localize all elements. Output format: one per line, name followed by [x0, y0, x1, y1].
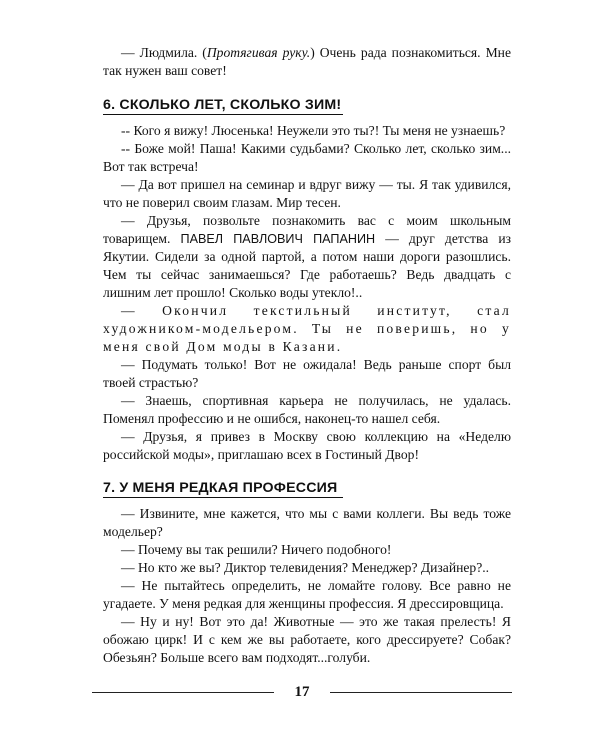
section-6-header [103, 97, 511, 115]
dialogue-line: — Да вот пришел на семинар и вдруг вижу — ты. Я так удивился, что не поверил своим глазам. Мир тесен. [103, 177, 511, 210]
character-name: ПАВЕЛ ПАВЛОВИЧ ПАПАНИН [180, 232, 376, 246]
dialogue-line: — Извините, мне кажется, что мы с вами коллеги. Вы ведь тоже модельер? [103, 506, 511, 539]
book-page [103, 44, 511, 667]
dialogue-line: — Не пытайтесь определить, не ломайте голову. Все равно не угадаете. У меня редкая для женщины профессия. Я дрессировщица. [103, 578, 511, 611]
dialogue-line: — Почему вы так решили? Ничего подобного! [121, 542, 392, 557]
intro-text-end: ) Очень рада познакомиться. Мне так нужен ваш совет! [103, 45, 511, 78]
dialogue-line: -- Боже мой! Паша! Какими судьбами? Сколько лет, сколько зим... Вот так встреча! [103, 141, 511, 174]
section-6-underline [103, 114, 343, 115]
section-6-heading: 6. СКОЛЬКО ЛЕТ, СКОЛЬКО ЗИМ! [103, 97, 342, 113]
dialogue-line: — Ну и ну! Вот это да! Животные — это же такая прелесть! Я обожаю цирк! И с кем же вы работаете, кого дрессируете? Собак? Обезьян? Больше всего вам подходят...голуби. [103, 614, 511, 665]
dialogue-line: — Друзья, я привез в Москву свою коллекцию на «Неделю российской моды», приглашаю всех в Гостиный Двор! [103, 429, 511, 462]
dialogue-text: — друг детства из Якутии. Сидели за одной партой, а потом наши дороги разошлись. Чем ты сейчас занимаешься? Где работаешь? Ведь двадцать с лишним лет прошло! Сколько воды утекло!.. [103, 231, 511, 300]
page-number: 17 [294, 684, 310, 700]
dialogue-text: — Друзья, позвольте познакомить вас с моим школьным товарищем. [103, 213, 511, 246]
dialogue-line: — Подумать только! Вот не ожидала! Ведь раньше спорт был твоей страстью? [103, 357, 511, 390]
dialogue-line-spaced: — Окончил текстильный институт, стал художником-модельером. Ты не поверишь, но у меня свой Дом моды в Казани. [103, 303, 511, 354]
dialogue-line [103, 212, 511, 302]
section-7-underline [103, 497, 343, 498]
page-footer [92, 672, 512, 712]
section-7-header [103, 480, 511, 498]
intro-text-start: — Людмила. ( [121, 45, 207, 60]
footer-rule-right [330, 692, 512, 693]
intro-paragraph [103, 44, 511, 80]
dialogue-line: -- Кого я вижу! Люсенька! Неужели это ты?! Ты меня не узнаешь? [121, 123, 506, 138]
dialogue-line: — Но кто же вы? Диктор телевидения? Менеджер? Дизайнер?.. [121, 560, 490, 575]
dialogue-line: — Знаешь, спортивная карьера не получилась, не удалась. Поменял профессию и не ошибся, наконец-то нашел себя. [103, 393, 511, 426]
section-7-heading: 7. У МЕНЯ РЕДКАЯ ПРОФЕССИЯ [103, 480, 338, 496]
stage-direction: Протягивая руку. [206, 45, 311, 60]
